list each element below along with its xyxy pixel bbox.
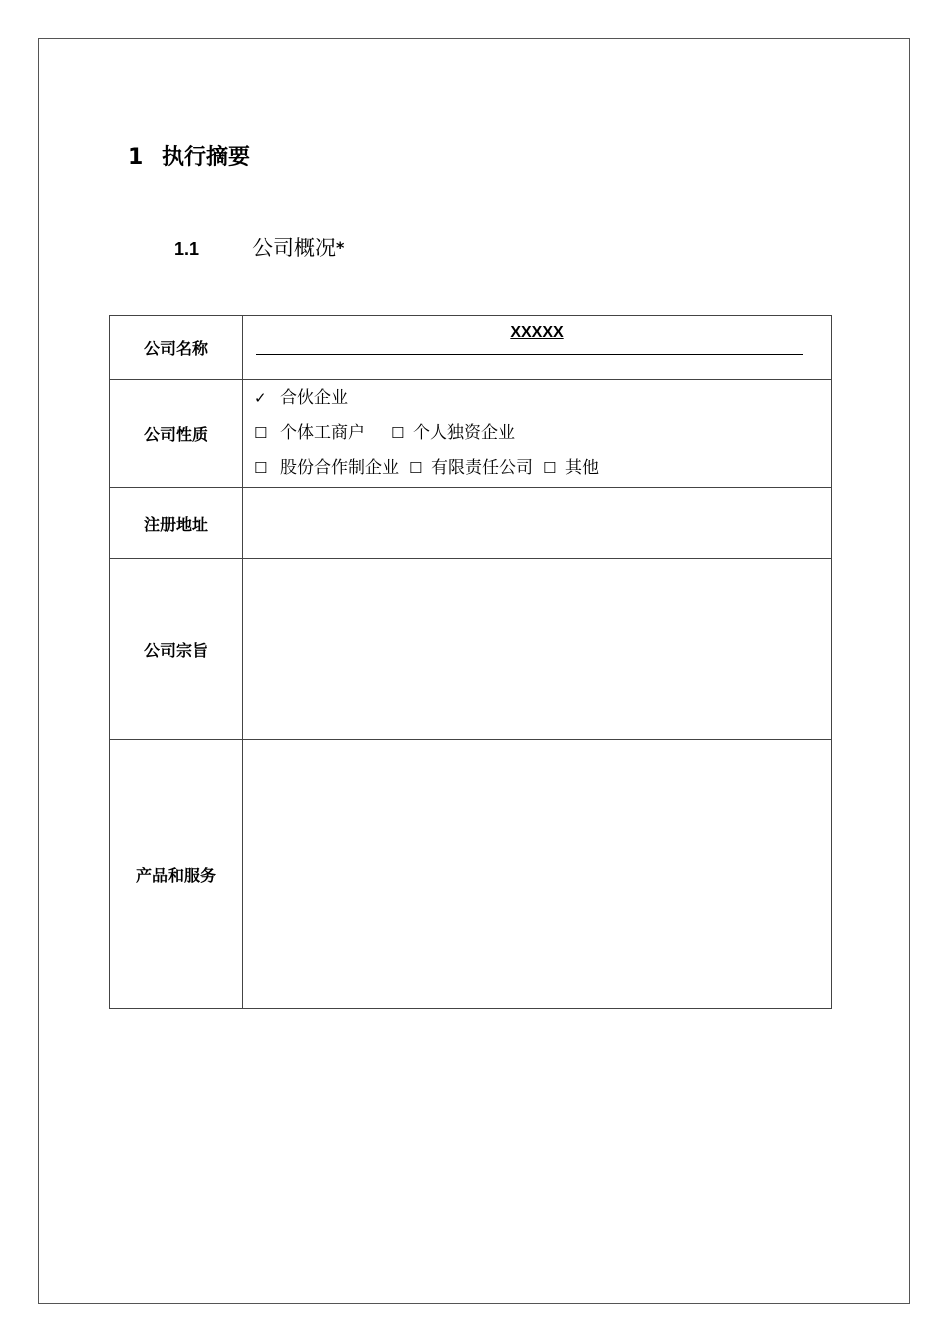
- company-name-underline: [256, 354, 803, 355]
- option-partnership[interactable]: ✓ 合伙企业: [254, 381, 348, 416]
- section-title: 执行摘要: [162, 145, 251, 170]
- registered-address-label: 注册地址: [110, 488, 243, 559]
- table-row: [110, 380, 832, 488]
- company-name-value: XXXXX: [510, 324, 564, 341]
- subsection-number: 1.1: [174, 239, 200, 259]
- table-row: [110, 559, 832, 740]
- option-individual-business[interactable]: ☐ 个体工商户: [254, 416, 365, 451]
- checkbox-icon: ☐: [254, 424, 268, 442]
- products-services-cell[interactable]: [243, 740, 832, 1009]
- company-name-cell[interactable]: [243, 316, 832, 380]
- checkmark-icon: ✓: [254, 389, 267, 407]
- option-sole-proprietorship[interactable]: ☐ 个人独资企业: [391, 416, 515, 451]
- company-mission-cell[interactable]: [243, 559, 832, 740]
- company-name-label: 公司名称: [110, 316, 243, 380]
- products-services-label: 产品和服务: [110, 740, 243, 1009]
- option-joint-stock-cooperative[interactable]: ☐ 股份合作制企业: [254, 451, 399, 486]
- subsection-heading: [174, 232, 344, 265]
- company-overview-table: [109, 315, 832, 1009]
- checkbox-icon: ☐: [543, 459, 557, 477]
- checkbox-icon: ☐: [254, 459, 268, 477]
- table-row: [110, 740, 832, 1009]
- company-type-label: 公司性质: [110, 380, 243, 488]
- company-mission-label: 公司宗旨: [110, 559, 243, 740]
- table-row: [110, 488, 832, 559]
- subsection-title: 公司概况: [252, 236, 336, 260]
- company-type-cell: [243, 380, 832, 488]
- checkbox-icon: ☐: [391, 424, 405, 442]
- checkbox-icon: ☐: [409, 459, 423, 477]
- option-limited-liability[interactable]: ☐ 有限责任公司: [409, 451, 533, 486]
- table-row: [110, 316, 832, 380]
- required-mark: *: [336, 238, 345, 257]
- section-heading: [128, 142, 250, 174]
- registered-address-cell[interactable]: [243, 488, 832, 559]
- section-number: 1: [128, 145, 144, 170]
- option-other[interactable]: ☐ 其他: [543, 451, 599, 486]
